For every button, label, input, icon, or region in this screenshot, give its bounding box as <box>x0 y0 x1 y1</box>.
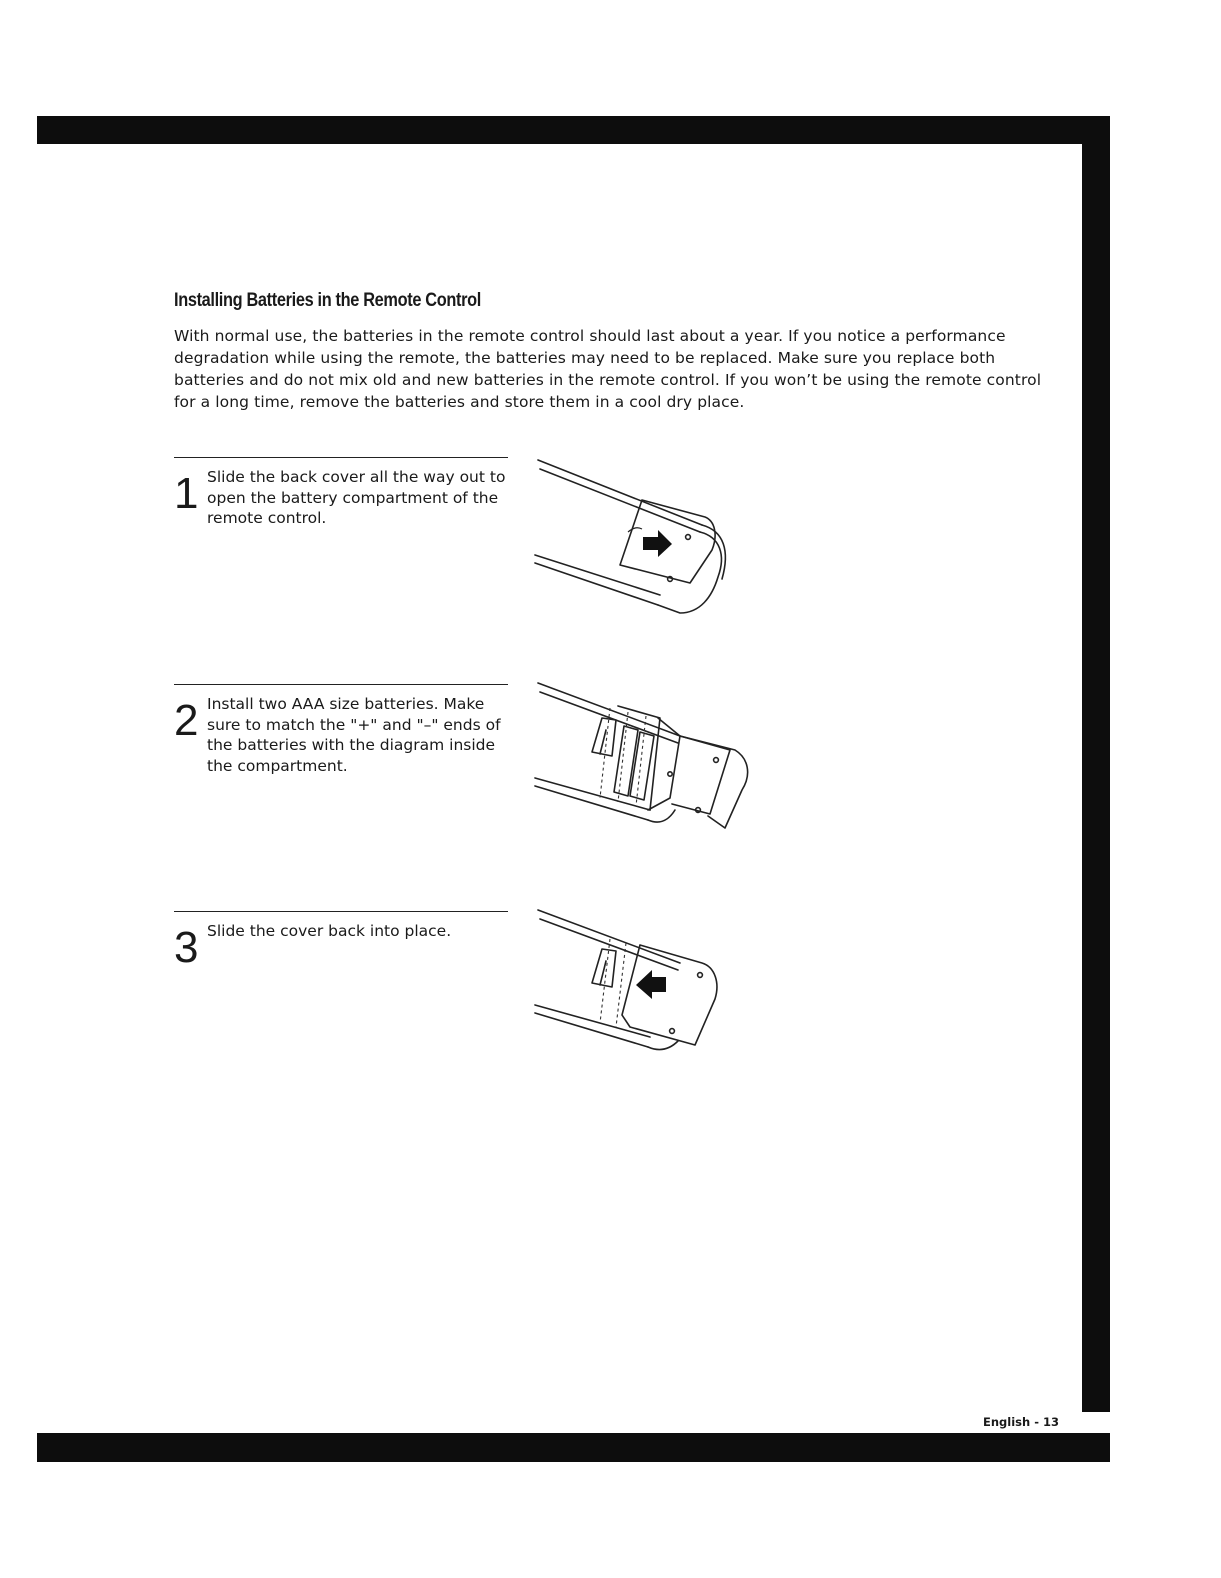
remote-cover-open-illustration <box>530 455 740 630</box>
section-title: Installing Batteries in the Remote Control <box>174 290 481 311</box>
right-border-bar <box>1082 116 1110 1412</box>
step-1-number: 1 <box>174 469 199 518</box>
page-footer-label: English - 13 <box>983 1415 1059 1429</box>
top-border-bar <box>37 116 1110 144</box>
step-3-text: Slide the cover back into place. <box>207 922 452 940</box>
step-2-number: 2 <box>174 696 199 745</box>
step-1-text: Slide the back cover all the way out to open the battery compartment of the remote control. <box>207 468 506 527</box>
step-2 <box>174 684 508 885</box>
step-1 <box>174 457 508 658</box>
step-2-text: Install two AAA size batteries. Make sure to match the "+" and "–" ends of the batteries with the diagram inside the compartment. <box>207 695 501 775</box>
cover-close-illustration <box>530 905 740 1060</box>
battery-install-illustration <box>530 678 760 853</box>
bottom-border-bar <box>37 1433 1110 1462</box>
step-3 <box>174 911 508 1112</box>
step-3-number: 3 <box>174 923 199 972</box>
intro-paragraph: With normal use, the batteries in the remote control should last about a year. If you notice a performance degradation while using the remote, the batteries may need to be replaced. Make sure you replace both batteries and do not mix old and new batteries in the remote control. If you won’t be using the remote control for a long time, remove the batteries and store them in a cool dry place. <box>174 327 1042 411</box>
